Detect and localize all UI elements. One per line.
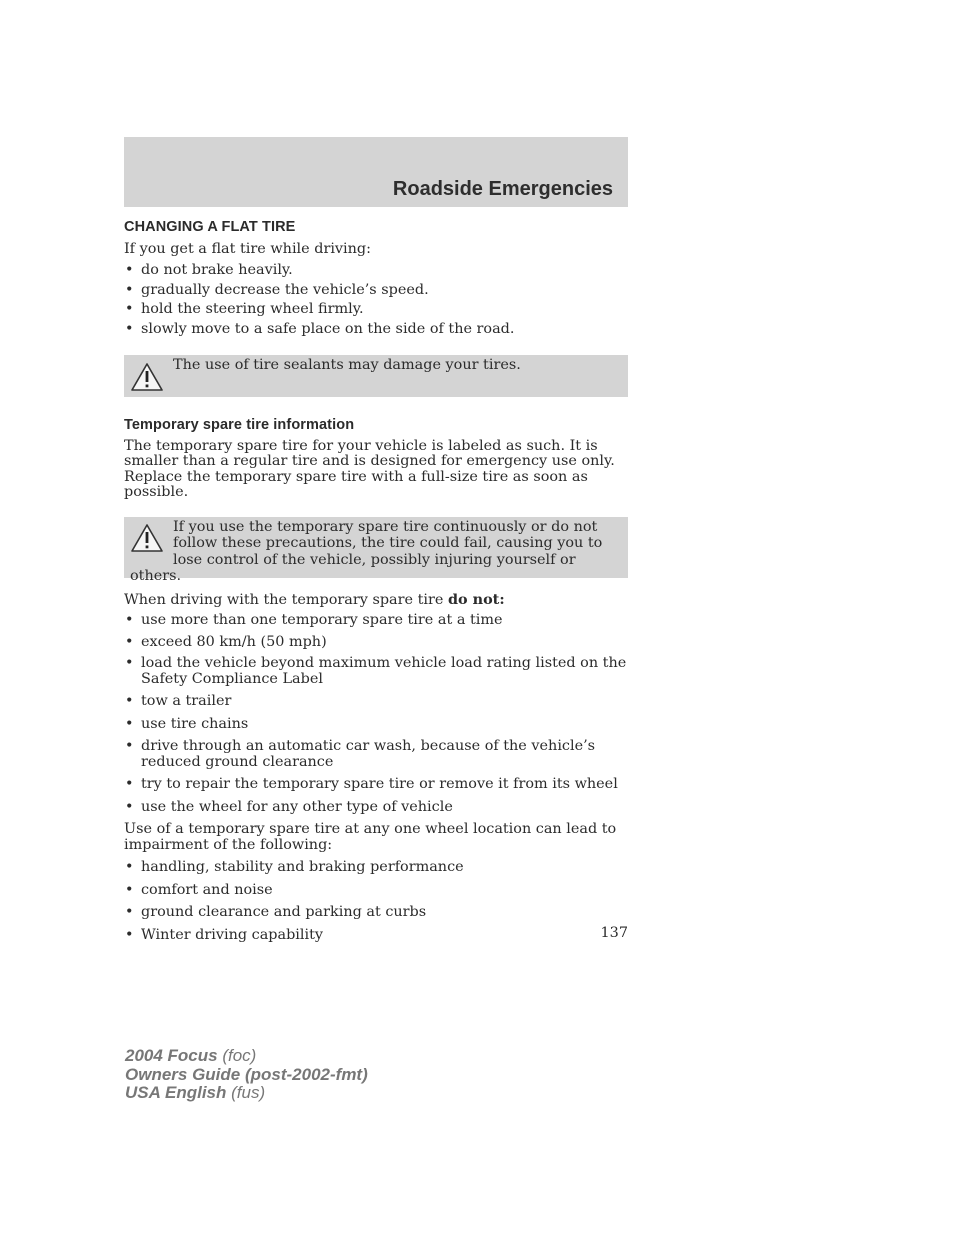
- list-item: • slowly move to a safe place on the side of the road.: [125, 320, 515, 337]
- do-not-list: [124, 613, 628, 815]
- list-item: • hold the steering wheel firmly.: [125, 301, 364, 317]
- list-item: • use tire chains: [125, 715, 249, 732]
- flat-tire-intro: If you get a flat tire while driving:: [124, 240, 371, 257]
- list-item: • load the vehicle beyond maximum vehicle load rating listed on the Safety Compliance Label: [125, 655, 627, 687]
- list-item: • exceed 80 km/h (50 mph): [125, 633, 327, 650]
- list-item: • drive through an automatic car wash, because of the vehicle’s reduced ground clearance: [125, 738, 596, 770]
- footer-line: USA English (fus): [125, 1083, 266, 1103]
- impairment-list: [124, 860, 628, 943]
- list-item: • do not brake heavily.: [125, 262, 293, 278]
- driving-intro: When driving with the temporary spare tire do not:: [124, 590, 505, 608]
- list-item: • ground clearance and parking at curbs: [125, 904, 427, 920]
- spare-paragraph: The temporary spare tire for your vehicle is labeled as such. It is smaller than a regular tire and is designed for emergency use only. Replace the temporary spare tire with a full-size tire as soon as possible.: [124, 437, 615, 500]
- page-number: 137: [600, 925, 628, 941]
- list-item: • try to repair the temporary spare tire or remove it from its wheel: [125, 776, 618, 792]
- list-item: • gradually decrease the vehicle’s speed.: [125, 281, 429, 298]
- warning-text: If you use the temporary spare tire continuously or do not follow these precautions, the tire could fail, causing you to lose control of the vehicle, possibly injuring yourself or others.: [130, 518, 603, 584]
- warning-triangle-icon: [130, 523, 164, 553]
- footer-line: Owners Guide (post-2002-fmt): [125, 1064, 368, 1084]
- spare-tire-warning: [124, 517, 628, 584]
- list-item: • tow a trailer: [125, 693, 232, 709]
- flat-tire-heading: CHANGING A FLAT TIRE: [124, 219, 296, 235]
- warning-text: The use of tire sealants may damage your tires.: [173, 357, 521, 373]
- warning-triangle-icon: [130, 362, 164, 392]
- footer-line: 2004 Focus (foc): [125, 1046, 257, 1065]
- main-content: [124, 220, 628, 943]
- list-item: • use the wheel for any other type of vehicle: [125, 798, 453, 815]
- document-footer: [125, 1047, 368, 1103]
- list-item: • handling, stability and braking performance: [125, 859, 464, 875]
- list-item: • use more than one temporary spare tire at a time: [125, 612, 503, 628]
- tire-sealant-warning: [124, 355, 628, 397]
- section-header-bar: [124, 137, 628, 207]
- flat-tire-list: [124, 261, 628, 339]
- section-title: Roadside Emergencies: [392, 178, 613, 200]
- list-item: • Winter driving capability: [125, 926, 324, 943]
- impairment-intro: Use of a temporary spare tire at any one wheel location can lead to impairment of the following:: [124, 821, 617, 853]
- list-item: • comfort and noise: [125, 881, 273, 898]
- spare-heading: Temporary spare tire information: [124, 417, 355, 433]
